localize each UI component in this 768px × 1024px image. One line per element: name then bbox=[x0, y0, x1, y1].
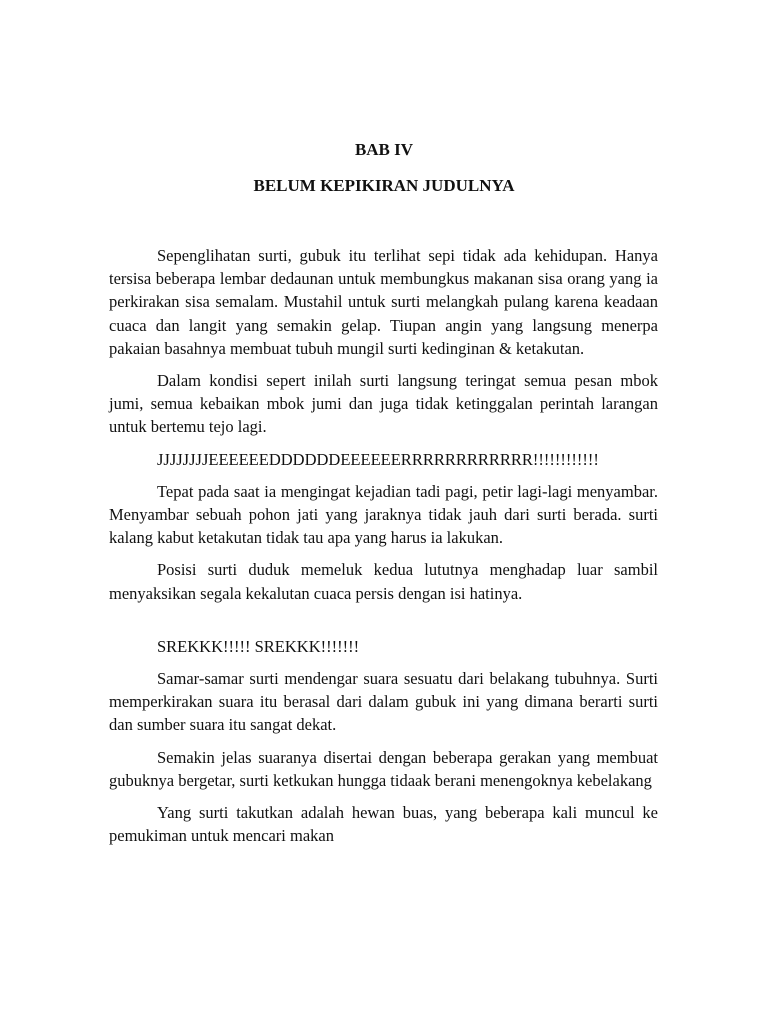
sound-effect-thunder: JJJJJJJJEEEEEEDDDDDDEEEEEERRRRRRRRRRRR!!!!!!!!!!!! bbox=[157, 449, 599, 469]
paragraph: Samar-samar surti mendengar suara sesuatu dari belakang tubuhnya. Surti memperkirakan suara itu berasal dari dalam gubuk ini yang dimana berarti surti dan sumber suara itu sangat dekat. bbox=[109, 669, 658, 735]
chapter-body bbox=[109, 244, 658, 856]
paragraph: Semakin jelas suaranya disertai dengan beberapa gerakan yang membuat gubuknya bergetar, surti ketkukan hungga tidaak berani menengoknya kebelakang bbox=[109, 747, 658, 790]
paragraph: Posisi surti duduk memeluk kedua lututnya menghadap luar sambil menyaksikan segala kekalutan cuaca persis dengan isi hatinya. bbox=[109, 560, 658, 603]
chapter-title: BELUM KEPIKIRAN JUDULNYA bbox=[253, 176, 515, 195]
chapter-number: BAB IV bbox=[354, 140, 414, 159]
sound-effect-rustle: SREKKK!!!!! SREKKK!!!!!!! bbox=[157, 636, 360, 656]
paragraph: Yang surti takutkan adalah hewan buas, yang beberapa kali muncul ke pemukiman untuk mencari makan bbox=[109, 803, 658, 846]
paragraph: Dalam kondisi sepert inilah surti langsung teringat semua pesan mbok jumi, semua kebaikan mbok jumi dan juga tidak ketinggalan perintah larangan untuk bertemu tejo lagi. bbox=[109, 371, 658, 437]
paragraph: Tepat pada saat ia mengingat kejadian tadi pagi, petir lagi-lagi menyambar. Menyambar sebuah pohon jati yang jaraknya tidak jauh dari surti berada. surti kalang kabut ketakutan tidak tau apa yang harus ia lakukan. bbox=[109, 481, 658, 548]
paragraph: Sepenglihatan surti, gubuk itu terlihat sepi tidak ada kehidupan. Hanya tersisa beberapa lembar dedaunan untuk membungkus makanan sisa orang yang ia perkirakan sisa semalam. Mustahil untuk surti melangkah pulang karena keadaan cuaca dan langit yang semakin gelap. Tiupan angin yang langsung menerpa pakaian basahnya membuat tubuh mungil surti kedinginan & ketakutan. bbox=[109, 246, 658, 358]
